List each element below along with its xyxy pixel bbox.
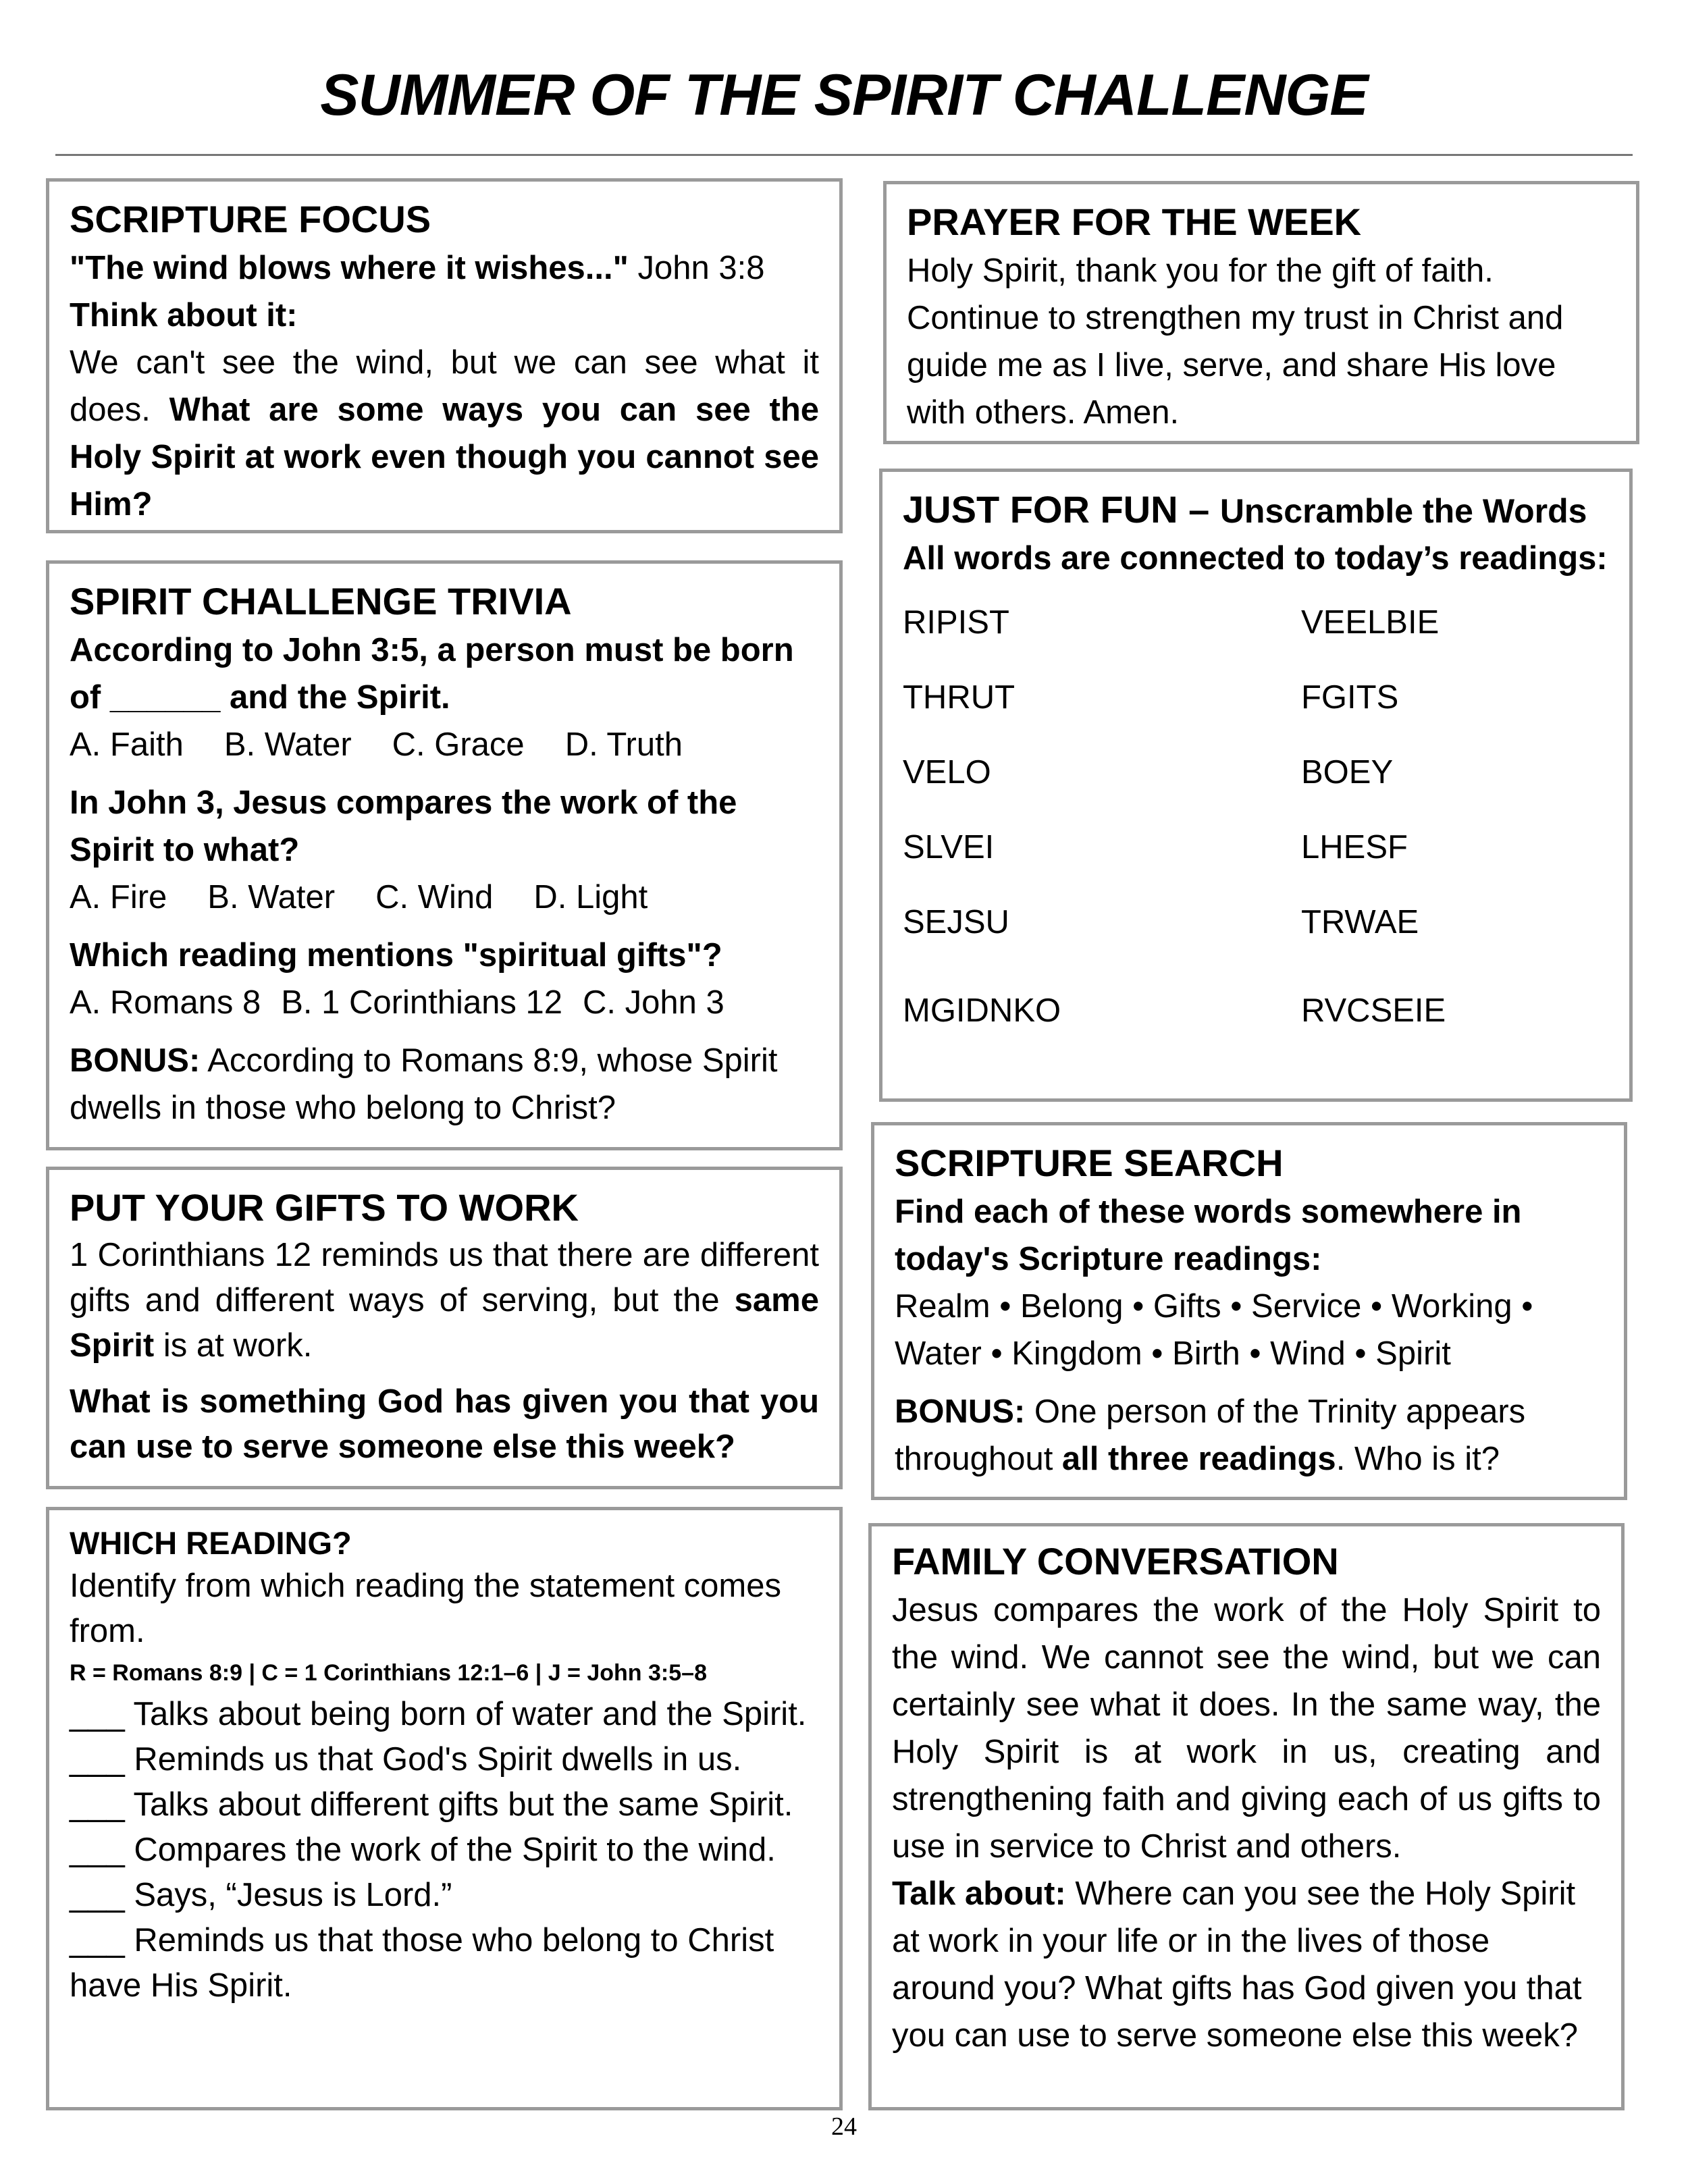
just-for-fun-box (879, 469, 1633, 1102)
fun-heading-main: JUST FOR FUN – (903, 488, 1220, 531)
which-statement: ___ Compares the work of the Spirit to the wind. (70, 1832, 776, 1869)
which-heading: WHICH READING? (70, 1525, 352, 1561)
option: B. Water (207, 879, 336, 916)
option: B. 1 Corinthians 12 (281, 984, 562, 1021)
search-words: Realm • Belong • Gifts • Service • Working • Water • Kingdom • Birth • Wind • Spirit (895, 1288, 1533, 1373)
which-legend: R = Romans 8:9 | C = 1 Corinthians 12:1–6 | J = John 3:5–8 (70, 1660, 707, 1686)
option: A. Fire (70, 879, 167, 916)
gifts-heading: PUT YOUR GIFTS TO WORK (70, 1186, 579, 1229)
think-label: Think about it: (70, 297, 298, 334)
fun-heading (903, 487, 1609, 532)
search-bonus (895, 1388, 1604, 1483)
scrambled-words (903, 595, 1609, 1045)
scripture-focus-box (46, 178, 843, 533)
trivia-question-3: Which reading mentions "spiritual gifts"? (70, 937, 722, 974)
scripture-quote (70, 244, 819, 292)
scrambled-word: LHESF (1301, 829, 1408, 866)
quote-reference: John 3:8 (628, 250, 765, 287)
option: A. Romans 8 (70, 984, 261, 1021)
option: C. Wind (375, 879, 494, 916)
scripture-search-box (871, 1122, 1627, 1500)
scrambled-word: SEJSU (903, 904, 1009, 941)
which-reading-box (46, 1507, 843, 2110)
bonus-text-bold: all three readings (1061, 1441, 1336, 1478)
trivia-options-1 (70, 721, 819, 768)
prayer-box (883, 181, 1639, 444)
page-number: 24 (831, 2112, 857, 2141)
gifts-text-bold: same Spirit (70, 1282, 819, 1364)
trivia-options-2 (70, 874, 819, 921)
prayer-heading: PRAYER FOR THE WEEK (907, 201, 1362, 243)
bonus-text: According to Romans 8:9, whose Spirit dwells in those who belong to Christ? (70, 1042, 778, 1127)
fun-subheading: Unscramble the Words (1219, 492, 1587, 530)
option: A. Faith (70, 726, 184, 764)
which-statement: ___ Reminds us that those who belong to Christ have His Spirit. (70, 1922, 774, 2004)
scrambled-word: VEELBIE (1301, 604, 1440, 641)
focus-question: What are some ways you can see the Holy Spirit at work even though you cannot see Him? (70, 392, 819, 523)
trivia-box (46, 560, 843, 1150)
family-text: Jesus compares the work of the Holy Spirit to the wind. We cannot see the wind, but we can certainly see what it does. In the same way, the Holy Spirit is at work in us, creating and strengthening faith and giving each of us gifts to use in service to Christ and others. (892, 1592, 1601, 1865)
talk-label: Talk about: (892, 1875, 1066, 1913)
trivia-question-1: According to John 3:5, a person must be born of ______ and the Spirit. (70, 632, 794, 716)
focus-text: We can't see the wind, but we can see what it does. (70, 344, 819, 429)
option: C. Grace (392, 726, 525, 764)
which-statement: ___ Talks about being born of water and the Spirit. (70, 1696, 807, 1733)
scrambled-word: THRUT (903, 679, 1016, 716)
family-heading: FAMILY CONVERSATION (892, 1540, 1339, 1582)
scrambled-word: RIPIST (903, 604, 1009, 641)
family-talk (892, 1870, 1601, 2059)
option: B. Water (223, 726, 352, 764)
prayer-text: Holy Spirit, thank you for the gift of faith. Continue to strengthen my trust in Christ and guide me as I live, serve, and share His love with others. Amen. (907, 252, 1564, 431)
gifts-question: What is something God has given you that you can use to serve someone else this week? (70, 1383, 819, 1466)
trivia-heading: SPIRIT CHALLENGE TRIVIA (70, 580, 572, 622)
search-intro: Find each of these words somewhere in today's Scripture readings: (895, 1194, 1522, 1278)
quote-text: "The wind blows where it wishes..." (70, 250, 629, 287)
trivia-options-3 (70, 979, 819, 1026)
family-conversation-box (868, 1523, 1625, 2110)
page-title: SUMMER OF THE SPIRIT CHALLENGE (320, 63, 1368, 128)
scrambled-word: MGIDNKO (903, 992, 1061, 1030)
scripture-focus-heading: SCRIPTURE FOCUS (70, 198, 431, 240)
option: D. Light (533, 879, 648, 916)
option: D. Truth (564, 726, 683, 764)
scrambled-word: BOEY (1301, 754, 1394, 791)
which-intro: Identify from which reading the statement comes from. (70, 1568, 782, 1650)
gifts-text-b: is at work. (154, 1327, 313, 1364)
scrambled-word: TRWAE (1301, 904, 1419, 941)
fun-intro: All words are connected to today’s readings: (903, 540, 1608, 577)
scrambled-word: RVCSEIE (1301, 992, 1446, 1030)
bonus-text-b: . Who is it? (1336, 1441, 1500, 1478)
scrambled-word: VELO (903, 754, 991, 791)
which-statement: ___ Reminds us that God's Spirit dwells in us. (70, 1741, 742, 1778)
gifts-text-a: 1 Corinthians 12 reminds us that there are different gifts and different ways of serving, but the (70, 1237, 819, 1319)
bonus-label: BONUS: (70, 1042, 201, 1080)
trivia-bonus (70, 1037, 819, 1131)
talk-text: Where can you see the Holy Spirit at work in your life or in the lives of those around you? What gifts has God given you that you can use to serve someone else this week? (892, 1875, 1582, 2054)
trivia-question-2: In John 3, Jesus compares the work of the Spirit to what? (70, 784, 737, 869)
scripture-focus-text (70, 339, 819, 528)
scrambled-word: SLVEI (903, 829, 995, 866)
which-statement: ___ Says, “Jesus is Lord.” (70, 1877, 452, 1914)
search-heading: SCRIPTURE SEARCH (895, 1142, 1284, 1184)
scrambled-word: FGITS (1301, 679, 1399, 716)
which-statement: ___ Talks about different gifts but the same Spirit. (70, 1786, 793, 1823)
bonus-text-a: One person of the Trinity appears throughout (895, 1393, 1526, 1478)
title-divider (55, 154, 1633, 156)
gifts-box (46, 1167, 843, 1489)
option: C. John 3 (582, 984, 724, 1021)
gifts-text (70, 1233, 819, 1368)
bonus-label: BONUS: (895, 1393, 1026, 1431)
